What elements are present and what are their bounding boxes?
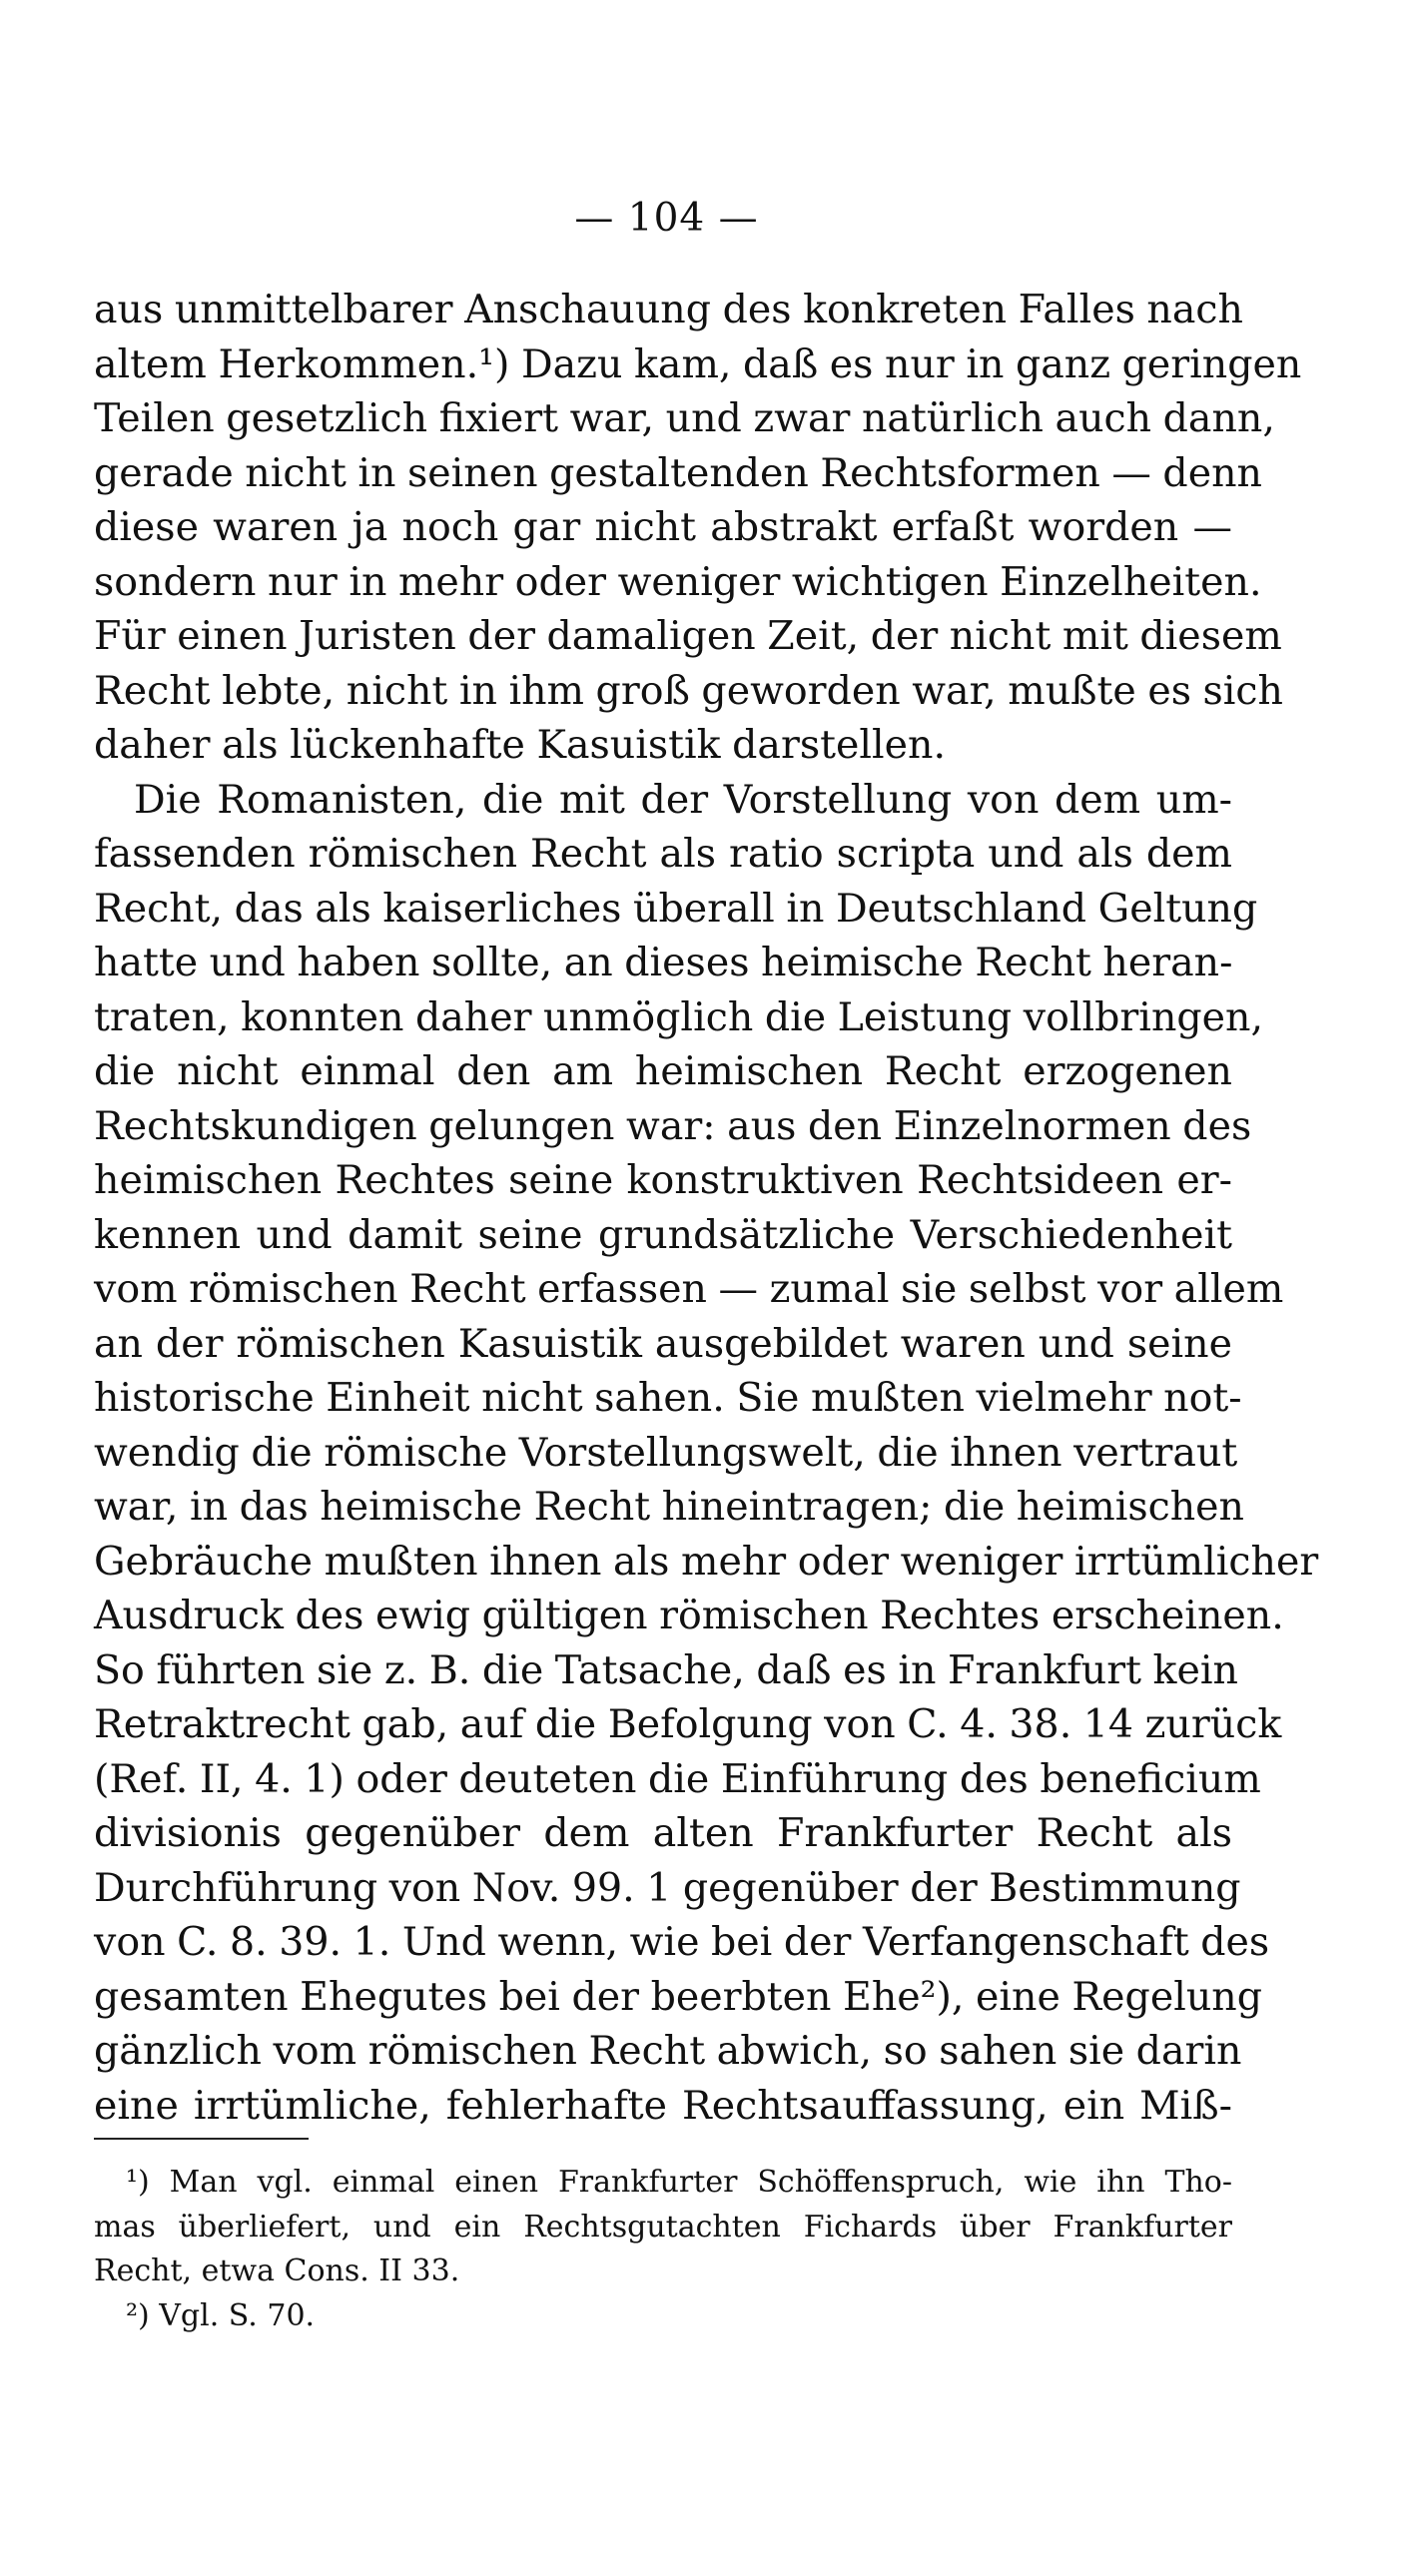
text-line: Recht, das als kaiserliches überall in Deutschland Geltung bbox=[94, 885, 1258, 932]
text-line: aus unmittelbarer Anschauung des konkreten Falles nach bbox=[94, 287, 1243, 332]
text-line: kennen und damit seine grundsätzliche Verschiedenheit bbox=[94, 1211, 1232, 1258]
text-line: daher als lückenhafte Kasuistik darstellen. bbox=[94, 722, 947, 768]
text-line: gänzlich vom römischen Recht abwich, so sahen sie darin bbox=[94, 2028, 1242, 2074]
text-line: fassenden römischen Recht als ratio scripta und als dem bbox=[94, 831, 1232, 877]
text-line: Gebräuche mußten ihnen als mehr oder weniger irrtümlicher bbox=[94, 1538, 1319, 1585]
text-line: So führten sie z. B. die Tatsache, daß es in Frankfurt kein bbox=[94, 1646, 1238, 1693]
text-line: gesamten Ehegutes bei der beerbten Ehe²), eine Regelung bbox=[94, 1973, 1262, 2020]
text-line: diese waren ja noch gar nicht abstrakt erfaßt worden — bbox=[94, 504, 1232, 550]
text-line: Retraktrecht gab, auf die Befolgung von C. 4. 38. 14 zurück bbox=[94, 1701, 1282, 1747]
text-line: Für einen Juristen der damaligen Zeit, der nicht mit diesem bbox=[94, 613, 1282, 659]
text-line: wendig die römische Vorstellungswelt, die ihnen vertraut bbox=[94, 1429, 1238, 1476]
text-line: Recht lebte, nicht in ihm groß geworden war, mußte es sich bbox=[94, 667, 1283, 714]
footnote-divider bbox=[94, 2138, 309, 2140]
text-line: hatte und haben sollte, an dieses heimische Recht heran- bbox=[94, 940, 1233, 985]
text-line: Die Romanisten, die mit der Vorstellung von dem um- bbox=[134, 776, 1232, 823]
text-line: an der römischen Kasuistik ausgebildet waren und seine bbox=[94, 1320, 1232, 1367]
text-line: eine irrtümliche, fehlerhafte Rechtsauffassung, ein Miß- bbox=[94, 2082, 1232, 2129]
footnote-line: ¹) Man vgl. einmal einen Frankfurter Schöffenspruch, wie ihn Tho- bbox=[126, 2165, 1232, 2200]
text-line: Durchführung von Nov. 99. 1 gegenüber der Bestimmung bbox=[94, 1864, 1241, 1911]
text-line: heimischen Rechtes seine konstruktiven Rechtsideen er- bbox=[94, 1157, 1232, 1203]
text-line: von C. 8. 39. 1. Und wenn, wie bei der Verfangenschaft des bbox=[94, 1919, 1270, 1965]
text-line: gerade nicht in seinen gestaltenden Rechtsformen — denn bbox=[94, 449, 1262, 496]
footnote-line: mas überliefert, und ein Rechtsgutachten Fichards über Frankfurter bbox=[94, 2209, 1232, 2245]
text-line: altem Herkommen.¹) Dazu kam, daß es nur in ganz geringen bbox=[94, 340, 1302, 387]
main-text bbox=[94, 283, 1319, 2133]
text-line: vom römischen Recht erfassen — zumal sie selbst vor allem bbox=[94, 1266, 1284, 1312]
footnote-line: Recht, etwa Cons. II 33. bbox=[94, 2254, 460, 2288]
text-line: Teilen gesetzlich fixiert war, und zwar natürlich auch dann, bbox=[94, 395, 1275, 441]
page-number: — 104 — bbox=[574, 196, 759, 241]
text-line: sondern nur in mehr oder weniger wichtigen Einzelheiten. bbox=[94, 558, 1262, 605]
footnotes bbox=[94, 2161, 1232, 2338]
text-line: (Ref. II, 4. 1) oder deuteten die Einführung des beneficium bbox=[94, 1755, 1261, 1802]
footnote-line: ²) Vgl. S. 70. bbox=[126, 2297, 316, 2333]
text-line: Ausdruck des ewig gültigen römischen Rechtes erscheinen. bbox=[94, 1593, 1284, 1638]
text-line: divisionis gegenüber dem alten Frankfurter Recht als bbox=[94, 1810, 1232, 1856]
text-line: die nicht einmal den am heimischen Recht erzogenen bbox=[94, 1048, 1232, 1094]
text-line: historische Einheit nicht sahen. Sie mußten vielmehr not- bbox=[94, 1375, 1242, 1421]
text-line: traten, konnten daher unmöglich die Leistung vollbringen, bbox=[94, 993, 1264, 1040]
text-line: war, in das heimische Recht hineintragen; die heimischen bbox=[94, 1484, 1244, 1530]
text-line: Rechtskundigen gelungen war: aus den Einzelnormen des bbox=[94, 1102, 1252, 1149]
